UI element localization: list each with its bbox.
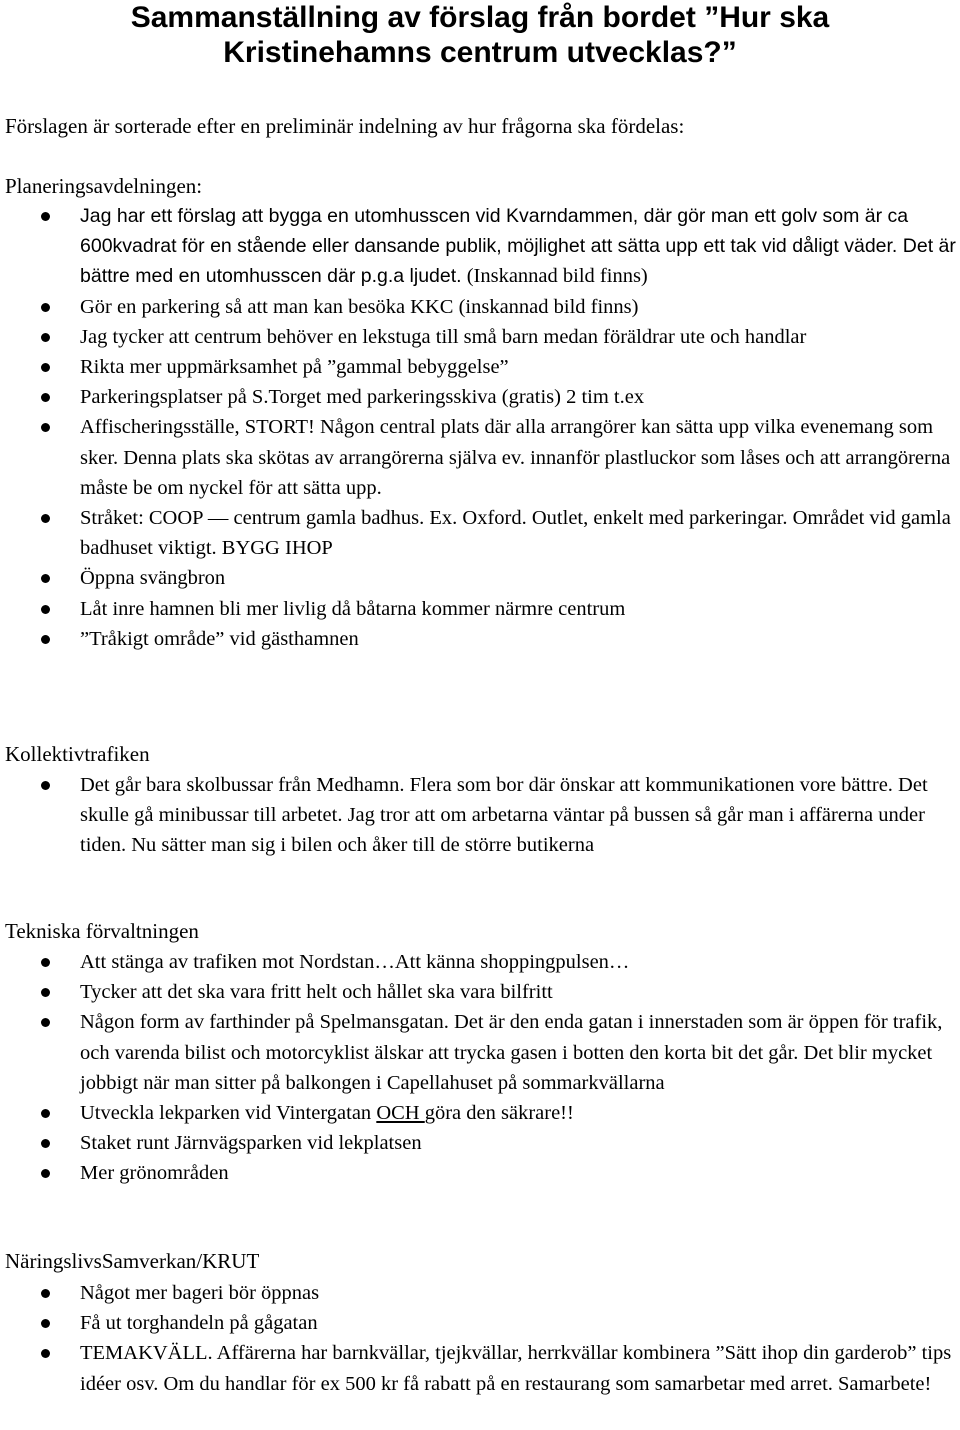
section-heading-kollektivtrafiken: Kollektivtrafiken: [5, 742, 150, 766]
list-item-text: göra den säkrare!!: [424, 1102, 574, 1125]
list-item: Parkeringsplatser på S.Torget med parkeringsskiva (gratis) 2 tim t.ex: [0, 382, 960, 412]
list-item: Något mer bageri bör öppnas: [0, 1278, 960, 1308]
section-heading-tekniska: Tekniska förvaltningen: [5, 919, 199, 943]
kollektivtrafiken-list: [0, 770, 960, 861]
list-item-text: Utveckla lekparken vid Vintergatan: [80, 1102, 377, 1125]
list-item: Någon form av farthinder på Spelmansgatan. Det är den enda gatan i innerstaden som är öppen för trafik, och varenda bilist och motorcyklist älskar att trycka gasen i botten den korta bit det går. Det blir mycket jobbigt när man sitter på balkongen i Capellahuset på sommarkvällarna: [0, 1007, 960, 1098]
list-item: Öppna svängbron: [0, 563, 960, 593]
section-heading-naringsliv: NäringslivsSamverkan/KRUT: [5, 1249, 260, 1273]
intro-text: Förslagen är sorterade efter en preliminär indelning av hur frågorna ska fördelas:: [5, 114, 685, 138]
page-title: [0, 0, 960, 70]
list-item: [0, 1098, 960, 1128]
title-line-2: Kristinehamns centrum utvecklas?”: [223, 36, 737, 69]
list-item: ”Tråkigt område” vid gästhamnen: [0, 624, 960, 654]
title-line-1: Sammanställning av förslag från bordet ”Hur ska: [130, 1, 830, 34]
list-item: [0, 201, 960, 292]
list-item: Att stänga av trafiken mot Nordstan…Att känna shoppingpulsen…: [0, 947, 960, 977]
list-item: Gör en parkering så att man kan besöka KKC (inskannad bild finns): [0, 292, 960, 322]
list-item: Staket runt Järnvägsparken vid lekplatsen: [0, 1128, 960, 1158]
list-item: Affischeringsställe, STORT! Någon central plats där alla arrangörer kan sätta upp vilka evenemang som sker. Denna plats ska skötas av arrangörerna själva ev. innanför plastluckor som låses och att arrangörerna måste be om nyckel för att sätta upp.: [0, 412, 960, 503]
list-item: TEMAKVÄLL. Affärerna har barnkvällar, tjejkvällar, herrkvällar kombinera ”Sätt ihop din garderob” tips idéer osv. Om du handlar för ex 500 kr få rabatt på en restaurang som samarbetar med arret. Samarbete!: [0, 1338, 960, 1398]
list-item: Jag tycker att centrum behöver en lekstuga till små barn medan föräldrar ute och handlar: [0, 322, 960, 352]
naringsliv-list: [0, 1278, 960, 1399]
list-item: Rikta mer uppmärksamhet på ”gammal bebyggelse”: [0, 352, 960, 382]
list-item-text: (Inskannad bild finns): [461, 265, 648, 288]
list-item: Det går bara skolbussar från Medhamn. Flera som bor där önskar att kommunikationen vore bättre. Det skulle gå minibussar till arbetet. Jag tror att om arbetarna väntar på bussen så går man i affärerna under tiden. Nu sätter man sig i bilen och åker till de större butikerna: [0, 770, 960, 861]
list-item: Låt inre hamnen bli mer livlig då båtarna kommer närmre centrum: [0, 594, 960, 624]
list-item: Tycker att det ska vara fritt helt och hållet ska vara bilfritt: [0, 977, 960, 1007]
planering-list: [0, 201, 960, 654]
tekniska-list: [0, 947, 960, 1189]
list-item: Mer grönområden: [0, 1158, 960, 1188]
section-heading-planering: Planeringsavdelningen:: [5, 174, 203, 198]
underlined-text: OCH: [376, 1102, 425, 1125]
list-item: Få ut torghandeln på gågatan: [0, 1308, 960, 1338]
list-item-text: Jag har ett förslag att bygga en utomhusscen vid Kvarndammen, där gör man ett golv som är ca 600kvadrat för en stående eller dansande publik, möjlighet att sätta upp ett tak vid dåligt väder. Det är bättre med en utomhusscen där p.g.a ljudet.: [80, 205, 956, 288]
list-item: Stråket: COOP — centrum gamla badhus. Ex. Oxford. Outlet, enkelt med parkeringar. Området vid gamla badhuset viktigt. BYGG IHOP: [0, 503, 960, 563]
